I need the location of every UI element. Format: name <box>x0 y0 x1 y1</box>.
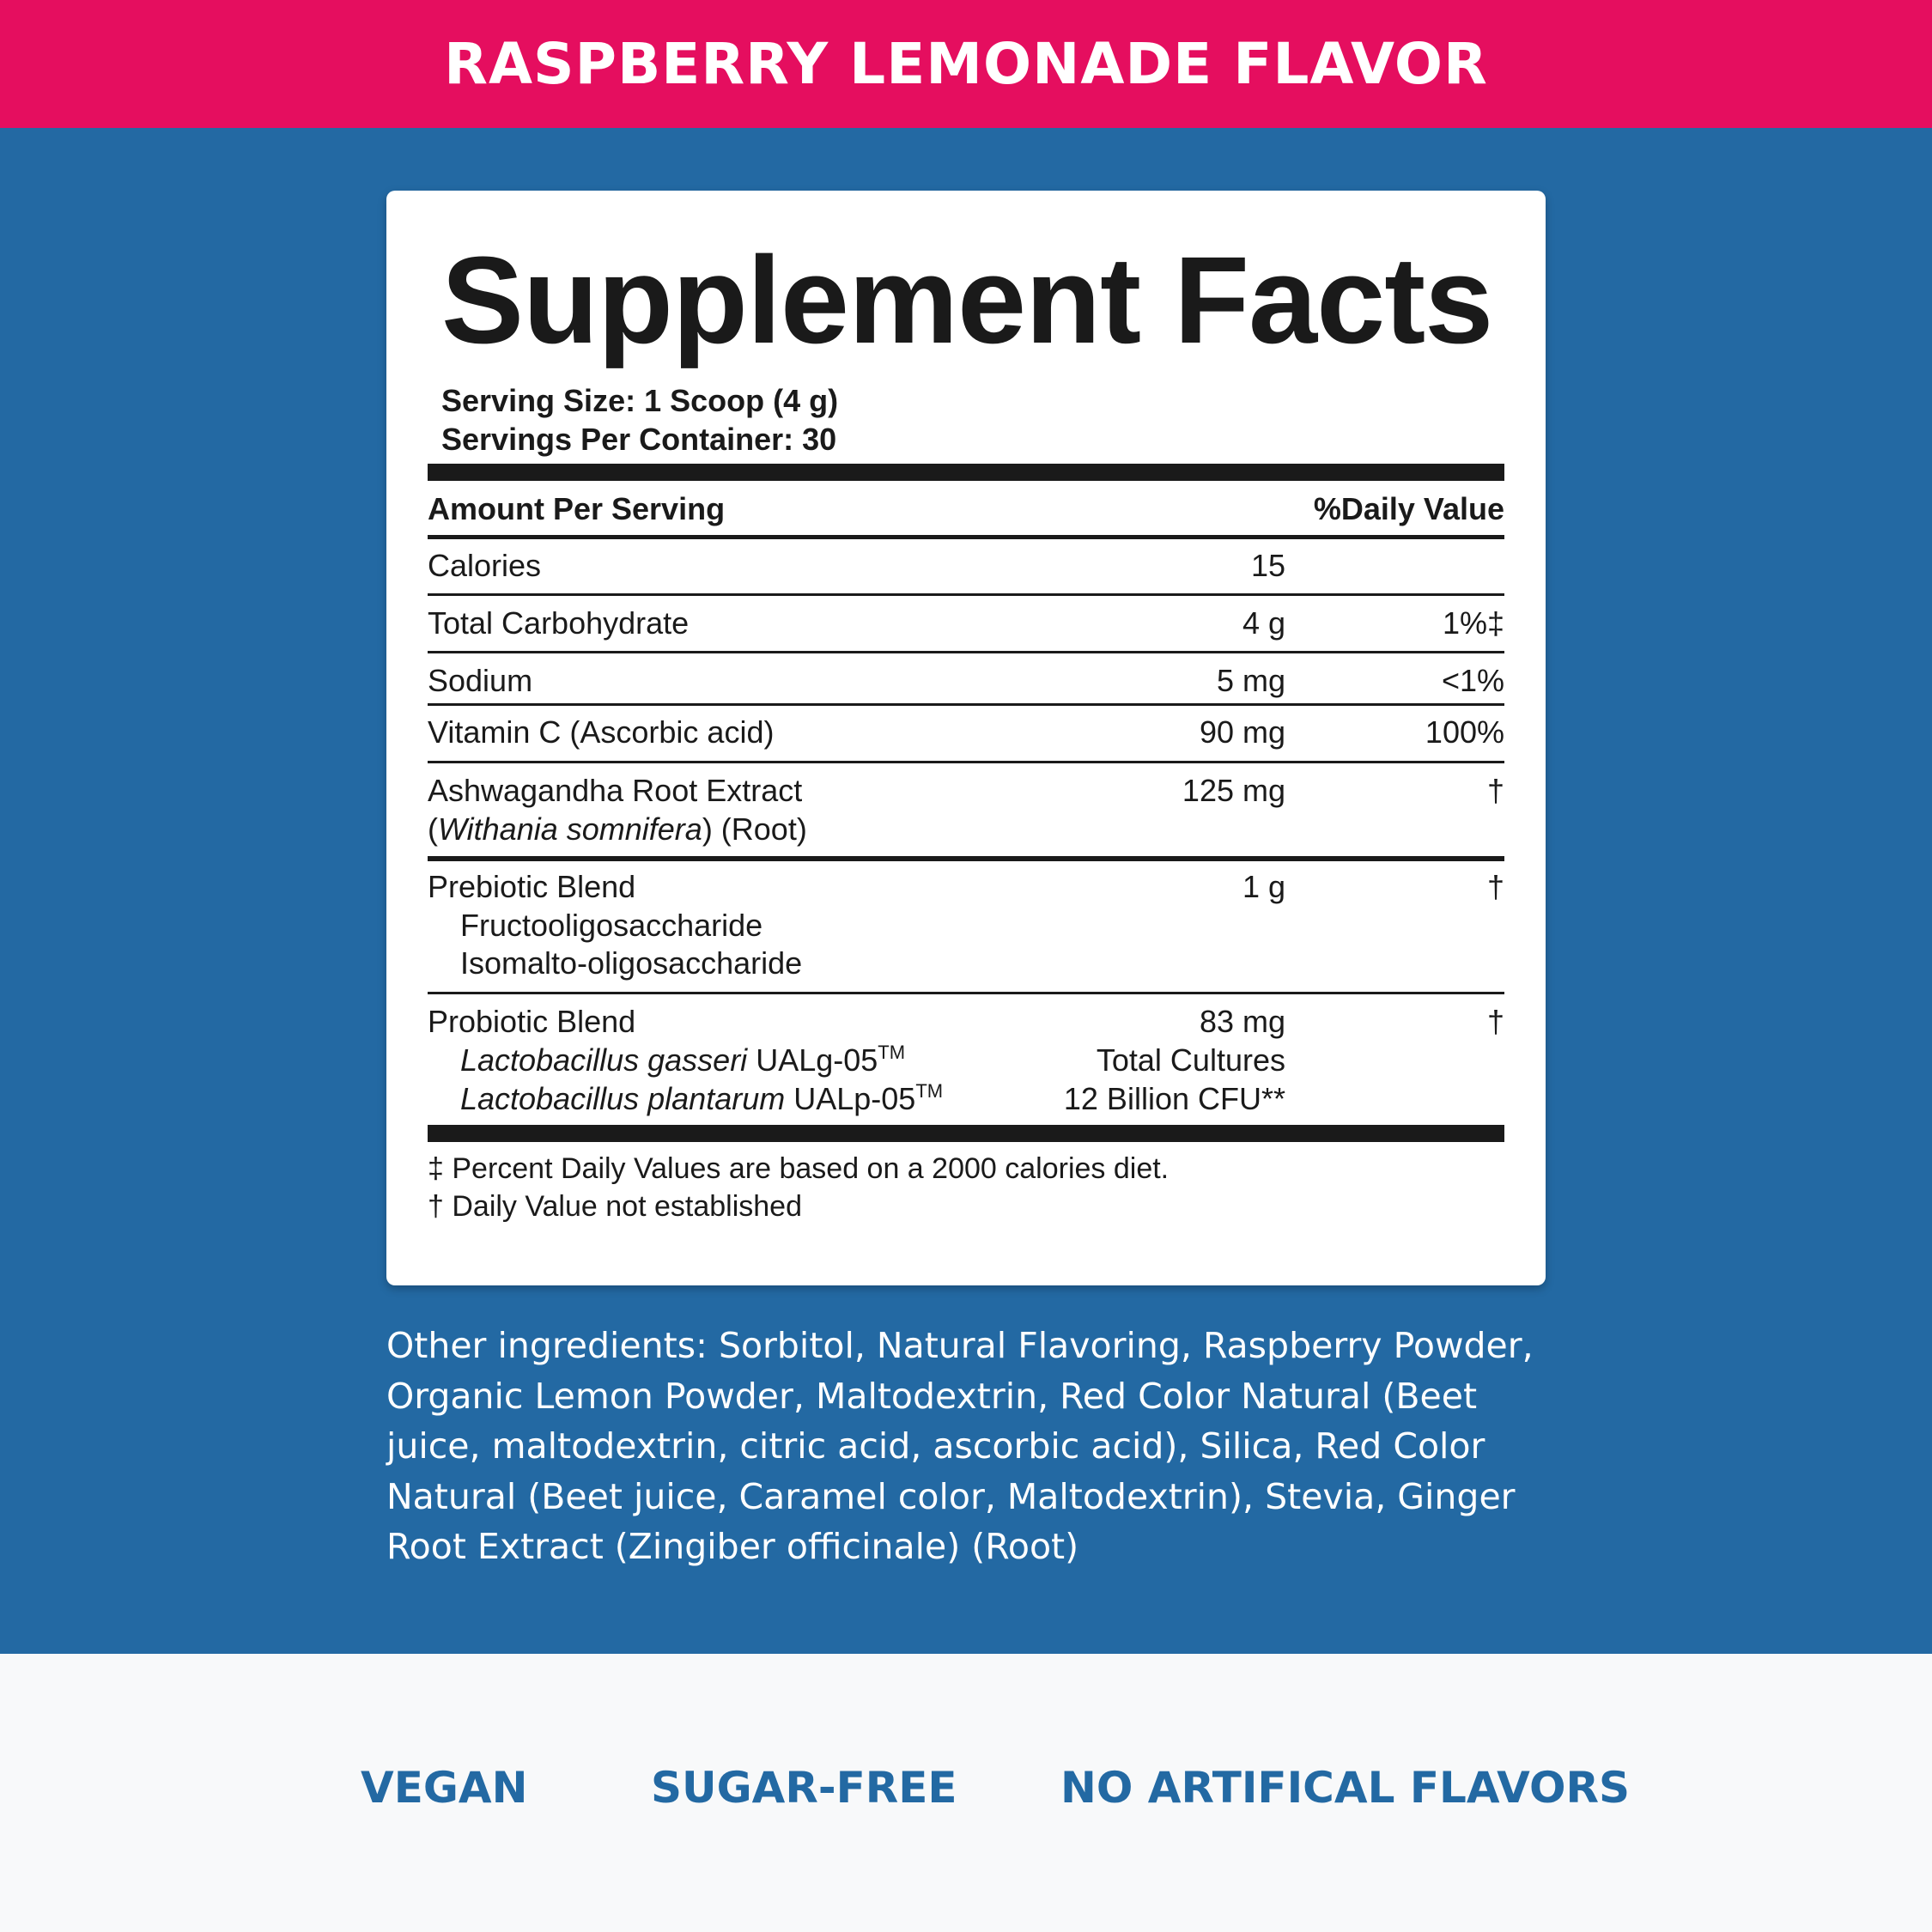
divider <box>428 593 1504 596</box>
prebiotic-dv: † <box>1486 869 1504 904</box>
probiotic-cultures: Total Cultures <box>1096 1042 1285 1078</box>
carbohydrate-label: Total Carbohydrate <box>428 605 690 641</box>
probiotic-strain: Lactobacillus gasseri UALg-05™ <box>460 1042 906 1078</box>
probiotic-cfu: 12 Billion CFU** <box>1063 1081 1285 1116</box>
facts-title: Supplement Facts <box>441 231 1493 369</box>
header-daily-value: %Daily Value <box>1313 491 1504 526</box>
carbohydrate-dv: 1%‡ <box>1442 605 1504 641</box>
sodium-label: Sodium <box>428 663 533 698</box>
supplement-facts-panel <box>386 191 1546 1285</box>
header-amount-per-serving: Amount Per Serving <box>428 491 726 526</box>
badges-strip <box>0 1654 1932 1932</box>
serving-size: Serving Size: 1 Scoop (4 g) <box>441 383 839 418</box>
footnote-not-established: † Daily Value not established <box>428 1190 802 1223</box>
badge-sugar-free: SUGAR-FREE <box>651 1763 957 1813</box>
serving-info <box>441 381 838 459</box>
probiotic-amount: 83 mg <box>1199 1004 1285 1039</box>
probiotic-strain: Lactobacillus plantarum UALp-05™ <box>460 1080 944 1116</box>
sodium-dv: <1% <box>1441 663 1504 698</box>
ashwagandha-label: Ashwagandha Root Extract <box>428 773 803 808</box>
sodium-amount: 5 mg <box>1216 663 1285 698</box>
calories-label: Calories <box>428 548 542 583</box>
other-ingredients: Other ingredients: Sorbitol, Natural Flavoring, Raspberry Powder, Organic Lemon Powder, Maltodextrin, Red Color Natural (Beet juice, maltodextrin, citric acid, ascorbic acid), Silica, Red Color Natural (Beet juice, Caramel color, Maltodextrin), Stevia, Ginger Root Extract (Zingiber officinale) (Root) <box>386 1325 1534 1567</box>
ashwagandha-botanical: (Withania somnifera) (Root) <box>428 811 807 847</box>
divider <box>428 651 1504 653</box>
vitamin-c-amount: 90 mg <box>1199 714 1285 750</box>
calories-amount: 15 <box>1250 548 1285 583</box>
prebiotic-item: Fructooligosaccharide <box>460 908 763 943</box>
badge-vegan: VEGAN <box>361 1763 528 1813</box>
prebiotic-label: Prebiotic Blend <box>428 869 636 904</box>
prebiotic-item: Isomalto-oligosaccharide <box>460 945 803 981</box>
badge-no-artificial-flavors: NO ARTIFICAL FLAVORS <box>1060 1763 1630 1813</box>
thick-divider <box>428 1125 1504 1142</box>
ashwagandha-amount: 125 mg <box>1182 773 1285 808</box>
divider <box>428 761 1504 763</box>
prebiotic-amount: 1 g <box>1242 869 1285 904</box>
vitamin-c-label: Vitamin C (Ascorbic acid) <box>428 714 775 750</box>
flavor-banner: RASPBERRY LEMONADE FLAVOR <box>0 0 1932 128</box>
servings-per-container: Servings Per Container: 30 <box>441 422 837 457</box>
probiotic-dv: † <box>1486 1004 1504 1039</box>
probiotic-label: Probiotic Blend <box>428 1004 636 1039</box>
carbohydrate-amount: 4 g <box>1242 605 1285 641</box>
ashwagandha-dv: † <box>1486 773 1504 808</box>
divider <box>428 992 1504 994</box>
thick-divider <box>428 464 1504 481</box>
vitamin-c-dv: 100% <box>1425 714 1504 750</box>
divider <box>428 856 1504 861</box>
divider <box>428 703 1504 706</box>
footnote-dv-basis: ‡ Percent Daily Values are based on a 2000 calories diet. <box>428 1152 1170 1185</box>
divider <box>428 535 1504 539</box>
